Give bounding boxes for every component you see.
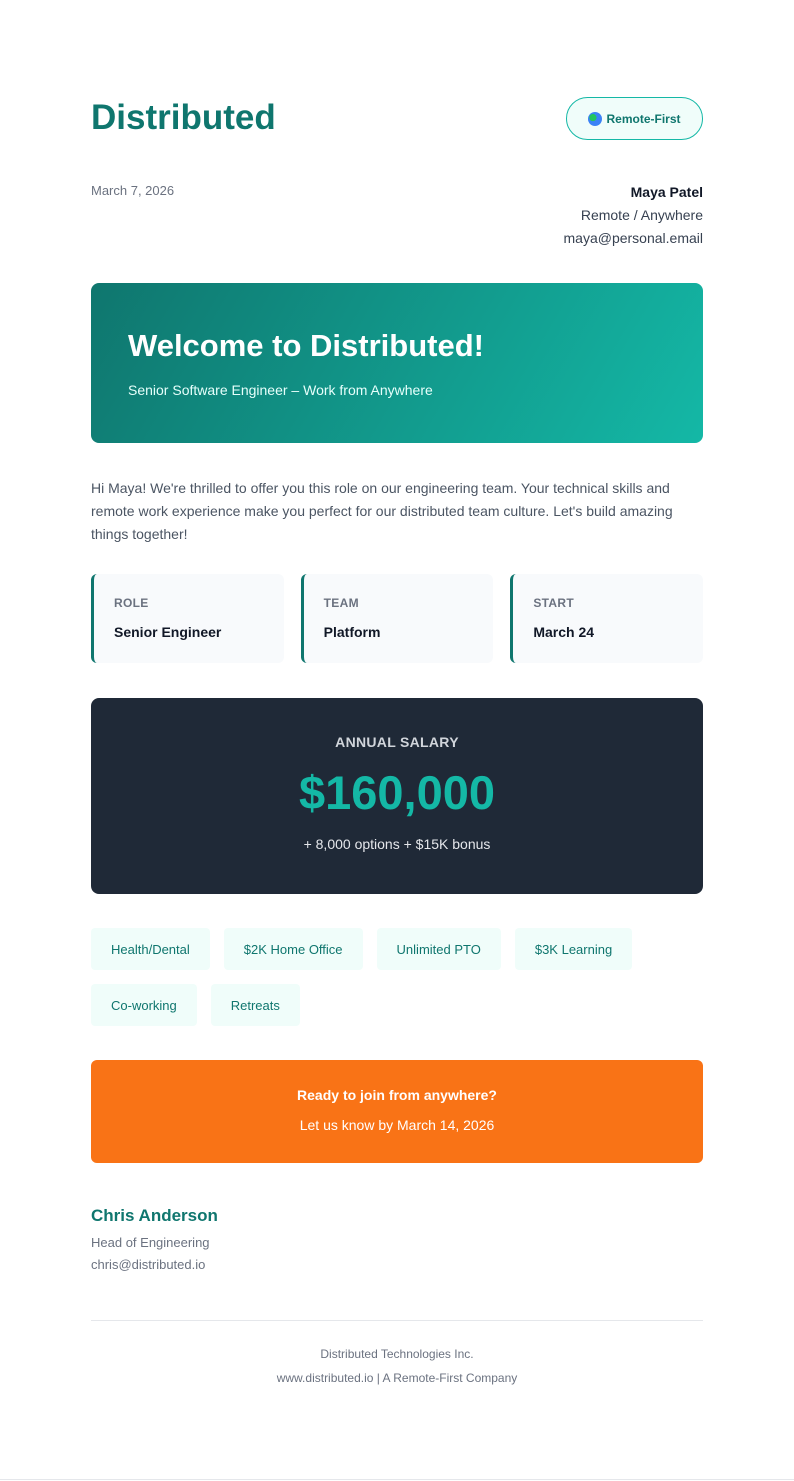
- perk-tag: Retreats: [211, 984, 300, 1026]
- letter-date: March 7, 2026: [91, 183, 175, 198]
- globe-icon: [588, 112, 602, 126]
- footer-company: Distributed Technologies Inc.: [320, 1347, 474, 1361]
- page-bottom-border: [0, 1479, 794, 1480]
- card-label: START: [533, 596, 574, 610]
- recipient-block: [564, 181, 704, 250]
- team-card: [301, 574, 494, 663]
- cta-question: Ready to join from anywhere?: [297, 1087, 497, 1103]
- remote-first-badge: [566, 97, 703, 140]
- badge-label: Remote-First: [606, 111, 681, 126]
- letter-footer: [91, 1342, 703, 1390]
- welcome-subtitle: Senior Software Engineer – Work from Anywhere: [128, 382, 433, 398]
- perk-tag: $3K Learning: [515, 928, 632, 970]
- salary-panel: [91, 698, 703, 894]
- cta-deadline: Let us know by March 14, 2026: [299, 1117, 495, 1133]
- card-value: Platform: [323, 624, 381, 640]
- perk-tag: Health/Dental: [91, 928, 210, 970]
- recipient-location: Remote / Anywhere: [580, 207, 703, 223]
- signature-block: [91, 1206, 218, 1276]
- welcome-banner: [91, 283, 703, 443]
- salary-label: ANNUAL SALARY: [335, 734, 459, 750]
- welcome-title: Welcome to Distributed!: [128, 328, 484, 363]
- offer-detail-cards: [91, 574, 703, 663]
- start-card: [510, 574, 703, 663]
- perk-tag: $2K Home Office: [224, 928, 363, 970]
- role-card: [91, 574, 284, 663]
- perk-tag: Unlimited PTO: [377, 928, 501, 970]
- perk-tag: Co-working: [91, 984, 197, 1026]
- company-logo-text: Distributed: [91, 98, 276, 137]
- card-label: TEAM: [323, 596, 359, 610]
- card-value: March 24: [533, 624, 595, 640]
- recipient-name: Maya Patel: [630, 184, 703, 200]
- card-label: ROLE: [114, 596, 149, 610]
- footer-tagline: www.distributed.io | A Remote-First Company: [276, 1371, 518, 1385]
- intro-paragraph: Hi Maya! We're thrilled to offer you this role on our engineering team. Your technical skills and remote work experience make you perfect for our distributed team culture. Let's build amazing things together!: [91, 480, 673, 542]
- footer-divider: [91, 1320, 703, 1321]
- signer-title: Head of Engineering: [91, 1235, 210, 1250]
- signer-name: Chris Anderson: [91, 1206, 218, 1225]
- recipient-email: maya@personal.email: [563, 230, 703, 246]
- letter-header: [91, 97, 703, 139]
- salary-extras: + 8,000 options + $15K bonus: [303, 836, 491, 852]
- salary-amount: $160,000: [298, 766, 496, 819]
- signer-email[interactable]: chris@distributed.io: [91, 1257, 206, 1272]
- cta-banner: [91, 1060, 703, 1163]
- card-value: Senior Engineer: [114, 624, 222, 640]
- perks-list: [91, 928, 703, 1026]
